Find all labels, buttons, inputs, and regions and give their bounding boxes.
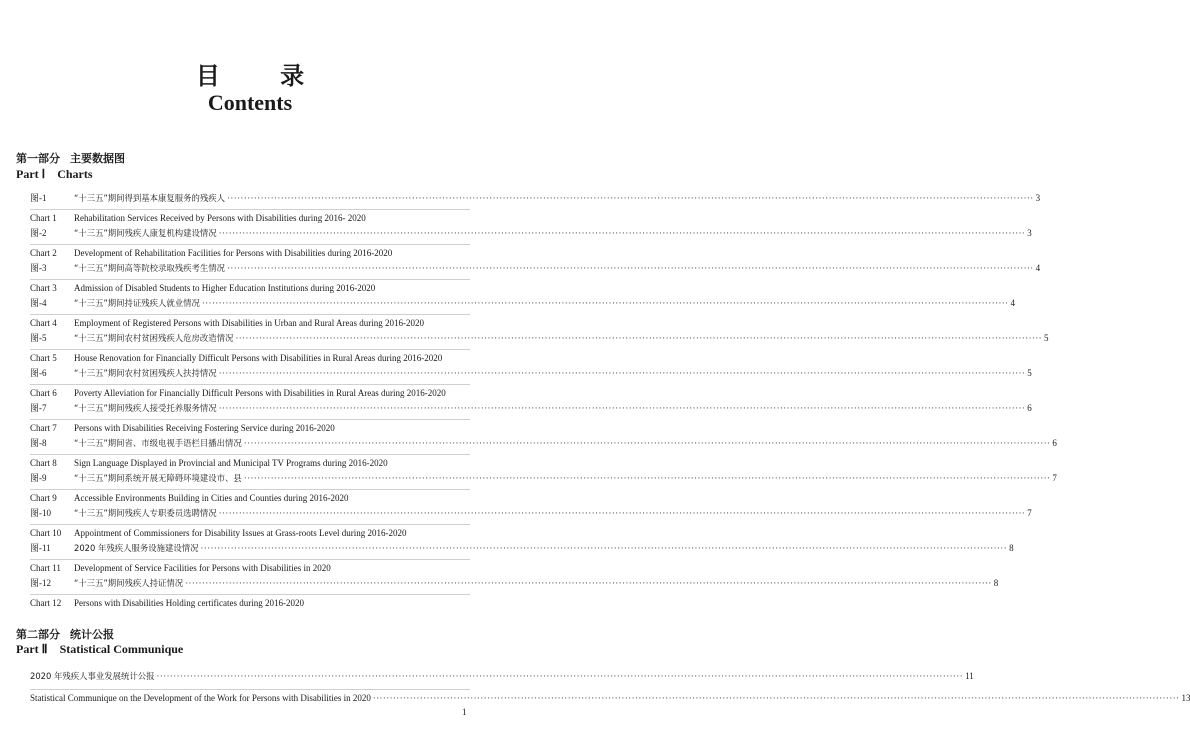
toc-entry-title: Persons with Disabilities Holding certificates during 2016-2020 bbox=[74, 598, 304, 608]
toc-entry-title: Accessible Environments Building in Cities and Counties during 2016-2020 bbox=[74, 493, 349, 503]
toc-entry-title: “十三五”期间系统开展无障碍环境建设市、县 bbox=[74, 473, 242, 483]
toc-entry[interactable] bbox=[30, 282, 470, 297]
toc-separator bbox=[30, 209, 470, 210]
part2-en-title: Statistical Communique bbox=[59, 642, 184, 656]
title-english: Contents bbox=[207, 90, 293, 115]
toc-separator bbox=[30, 454, 470, 455]
toc-separator bbox=[30, 279, 470, 280]
toc-entry[interactable] bbox=[30, 212, 470, 227]
toc-page-number: 8 bbox=[1009, 543, 1014, 553]
part2-cn-label: 第二部分 bbox=[16, 628, 60, 641]
toc-page-number: 11 bbox=[965, 671, 974, 681]
part2-toc bbox=[30, 670, 1190, 709]
toc-separator bbox=[30, 594, 470, 595]
toc-entry-title: “十三五”期间省、市级电视手语栏目播出情况 bbox=[74, 438, 242, 448]
part1-heading-en bbox=[16, 167, 93, 182]
toc-entry-label: Chart 5 bbox=[30, 353, 57, 363]
toc-entry[interactable] bbox=[30, 192, 1041, 207]
part2-heading-en bbox=[16, 642, 183, 657]
toc-dot-leader: ················································································································································································································································ bbox=[372, 694, 1180, 704]
toc-entry[interactable] bbox=[30, 527, 470, 542]
toc-entry[interactable] bbox=[30, 577, 999, 592]
toc-entry[interactable] bbox=[30, 422, 470, 437]
toc-page-number: 4 bbox=[1035, 263, 1041, 273]
toc-dot-leader: ················································································································································································································································ bbox=[235, 334, 1043, 344]
toc-dot-leader: ················································································································································································································································ bbox=[218, 404, 1026, 414]
toc-entry-title: “十三五”期间残疾人康复机构建设情况 bbox=[74, 228, 217, 238]
toc-entry-title: Employment of Registered Persons with Disabilities in Urban and Rural Areas during 2016-2020 bbox=[74, 318, 424, 328]
toc-entry-title: Appointment of Commissioners for Disability Issues at Grass-roots Level during 2016-2020 bbox=[74, 528, 407, 538]
toc-separator bbox=[30, 314, 470, 315]
toc-entry[interactable] bbox=[30, 402, 1032, 417]
toc-dot-leader: ················································································································································································································································ bbox=[200, 544, 1008, 554]
toc-entry-label: Chart 4 bbox=[30, 318, 57, 328]
toc-entry-title: 2020 年残疾人服务设施建设情况 bbox=[74, 543, 199, 553]
part1-cn-label: 第一部分 bbox=[16, 152, 60, 165]
toc-entry-label: Chart 10 bbox=[30, 528, 62, 538]
toc-dot-leader: ················································································································································································································································ bbox=[218, 369, 1026, 379]
toc-entry[interactable] bbox=[30, 492, 470, 507]
toc-entry[interactable] bbox=[30, 317, 470, 332]
toc-entry-label: 图-9 bbox=[30, 473, 47, 483]
toc-separator bbox=[30, 524, 470, 525]
toc-entry-label: 图-11 bbox=[30, 543, 51, 553]
part2-cn-title: 统计公报 bbox=[70, 628, 114, 641]
toc-entry[interactable] bbox=[30, 387, 470, 402]
toc-page-number: 6 bbox=[1052, 438, 1057, 448]
toc-entry-title: “十三五”期间持证残疾人就业情况 bbox=[74, 298, 200, 308]
part1-toc bbox=[30, 192, 1057, 612]
toc-dot-leader: ················································································································································································································································ bbox=[156, 672, 964, 682]
toc-entry-title: Rehabilitation Services Received by Persons with Disabilities during 2016- 2020 bbox=[74, 213, 366, 223]
toc-page-number: 13 bbox=[1181, 693, 1190, 703]
part2-heading-cn bbox=[16, 626, 114, 642]
toc-entry[interactable] bbox=[30, 297, 1016, 312]
toc-separator bbox=[30, 489, 470, 490]
toc-entry-title: “十三五”期间残疾人专职委员选聘情况 bbox=[74, 508, 217, 518]
toc-page-number: 7 bbox=[1052, 473, 1057, 483]
toc-entry[interactable] bbox=[30, 437, 1057, 452]
part1-cn-title: 主要数据图 bbox=[70, 152, 125, 165]
toc-dot-leader: ················································································································································································································································ bbox=[201, 299, 1009, 309]
toc-entry-label: Chart 1 bbox=[30, 213, 57, 223]
toc-entry-label: 图-7 bbox=[30, 403, 47, 413]
toc-separator bbox=[30, 419, 470, 420]
toc-entry-label: Chart 12 bbox=[30, 598, 62, 608]
toc-entry-label: Chart 11 bbox=[30, 563, 61, 573]
toc-entry[interactable] bbox=[30, 227, 1032, 242]
toc-entry[interactable] bbox=[30, 262, 1041, 277]
toc-entry[interactable] bbox=[30, 457, 470, 472]
toc-entry[interactable] bbox=[30, 472, 1057, 487]
toc-entry-title: 2020 年残疾人事业发展统计公报 bbox=[30, 671, 155, 681]
toc-entry[interactable] bbox=[30, 247, 470, 262]
toc-entry-label: 图-12 bbox=[30, 578, 51, 588]
toc-entry-label: 图-8 bbox=[30, 438, 47, 448]
toc-entry-title: “十三五”期间农村贫困残疾人危房改造情况 bbox=[74, 333, 234, 343]
toc-dot-leader: ················································································································································································································································ bbox=[243, 474, 1051, 484]
toc-dot-leader: ················································································································································································································································ bbox=[185, 579, 992, 589]
toc-separator bbox=[30, 244, 470, 245]
toc-entry-label: 图-4 bbox=[30, 298, 47, 308]
toc-entry-label: 图-1 bbox=[30, 193, 47, 203]
toc-page-number: 8 bbox=[993, 578, 999, 588]
toc-entry[interactable] bbox=[30, 542, 1014, 557]
toc-separator bbox=[30, 559, 470, 560]
toc-page-number: 3 bbox=[1027, 228, 1032, 238]
toc-entry-title: Development of Service Facilities for Persons with Disabilities in 2020 bbox=[74, 563, 331, 573]
toc-entry-label: Chart 6 bbox=[30, 388, 57, 398]
toc-entry-label: 图-2 bbox=[30, 228, 47, 238]
toc-page-number: 6 bbox=[1027, 403, 1032, 413]
toc-entry-title: Sign Language Displayed in Provincial and Municipal TV Programs during 2016-2020 bbox=[74, 458, 388, 468]
toc-entry[interactable] bbox=[30, 692, 1190, 709]
page-number: 1 bbox=[462, 707, 467, 717]
toc-entry[interactable] bbox=[30, 670, 974, 687]
toc-page-number: 5 bbox=[1027, 368, 1032, 378]
toc-dot-leader: ················································································································································································································································ bbox=[218, 509, 1026, 519]
toc-page-number: 3 bbox=[1035, 193, 1041, 203]
toc-entry-label: Chart 8 bbox=[30, 458, 57, 468]
toc-dot-leader: ················································································································································································································································ bbox=[227, 194, 1034, 204]
toc-entry-title: Admission of Disabled Students to Higher Education Institutions during 2016-2020 bbox=[74, 283, 376, 293]
toc-separator bbox=[30, 349, 470, 350]
toc-entry-label: Chart 7 bbox=[30, 423, 57, 433]
toc-page-number: 4 bbox=[1010, 298, 1016, 308]
toc-entry[interactable] bbox=[30, 507, 1032, 522]
toc-entry-label: 图-3 bbox=[30, 263, 47, 273]
toc-entry-title: “十三五”期间农村贫困残疾人扶持情况 bbox=[74, 368, 217, 378]
toc-entry-title: Persons with Disabilities Receiving Fostering Service during 2016-2020 bbox=[74, 423, 335, 433]
toc-entry-title: “十三五”期间残疾人接受托养服务情况 bbox=[74, 403, 217, 413]
toc-entry-title: House Renovation for Financially Difficult Persons with Disabilities in Rural Areas during 2016-2020 bbox=[74, 353, 443, 363]
part1-heading-cn bbox=[16, 150, 125, 166]
part1-en-label: Part Ⅰ bbox=[16, 167, 46, 181]
toc-dot-leader: ················································································································································································································································ bbox=[218, 229, 1026, 239]
toc-entry-label: Chart 3 bbox=[30, 283, 57, 293]
toc-entry-title: “十三五”期间得到基本康复服务的残疾人 bbox=[74, 193, 226, 203]
toc-entry-label: 图-10 bbox=[30, 508, 51, 518]
toc-entry-title: Poverty Alleviation for Financially Difficult Persons with Disabilities in Rural Areas during 2016-2020 bbox=[74, 388, 446, 398]
toc-entry-label: Chart 2 bbox=[30, 248, 57, 258]
toc-entry-label: Chart 9 bbox=[30, 493, 57, 503]
toc-entry-title: “十三五”期间高等院校录取残疾考生情况 bbox=[74, 263, 226, 273]
toc-entry[interactable] bbox=[30, 352, 470, 367]
toc-dot-leader: ················································································································································································································································ bbox=[227, 264, 1034, 274]
toc-separator bbox=[30, 689, 470, 690]
toc-entry[interactable] bbox=[30, 562, 470, 577]
toc-entry[interactable] bbox=[30, 597, 470, 612]
title-chinese: 目 录 bbox=[195, 62, 331, 90]
toc-entry-label: 图-6 bbox=[30, 368, 47, 378]
toc-entry-label: 图-5 bbox=[30, 333, 47, 343]
toc-entry[interactable] bbox=[30, 367, 1032, 382]
toc-entry-title: Statistical Communique on the Development of the Work for Persons with Disabilities in 2020 bbox=[30, 693, 371, 703]
toc-entry[interactable] bbox=[30, 332, 1049, 347]
toc-separator bbox=[30, 384, 470, 385]
toc-page-number: 7 bbox=[1027, 508, 1032, 518]
toc-entry-title: Development of Rehabilitation Facilities for Persons with Disabilities during 2016-2020 bbox=[74, 248, 393, 258]
part2-en-label: Part Ⅱ bbox=[16, 642, 48, 656]
toc-page-number: 5 bbox=[1044, 333, 1049, 343]
toc-dot-leader: ················································································································································································································································ bbox=[243, 439, 1051, 449]
part1-en-title: Charts bbox=[57, 167, 93, 181]
toc-entry-title: “十三五”期间残疾人持证情况 bbox=[74, 578, 184, 588]
